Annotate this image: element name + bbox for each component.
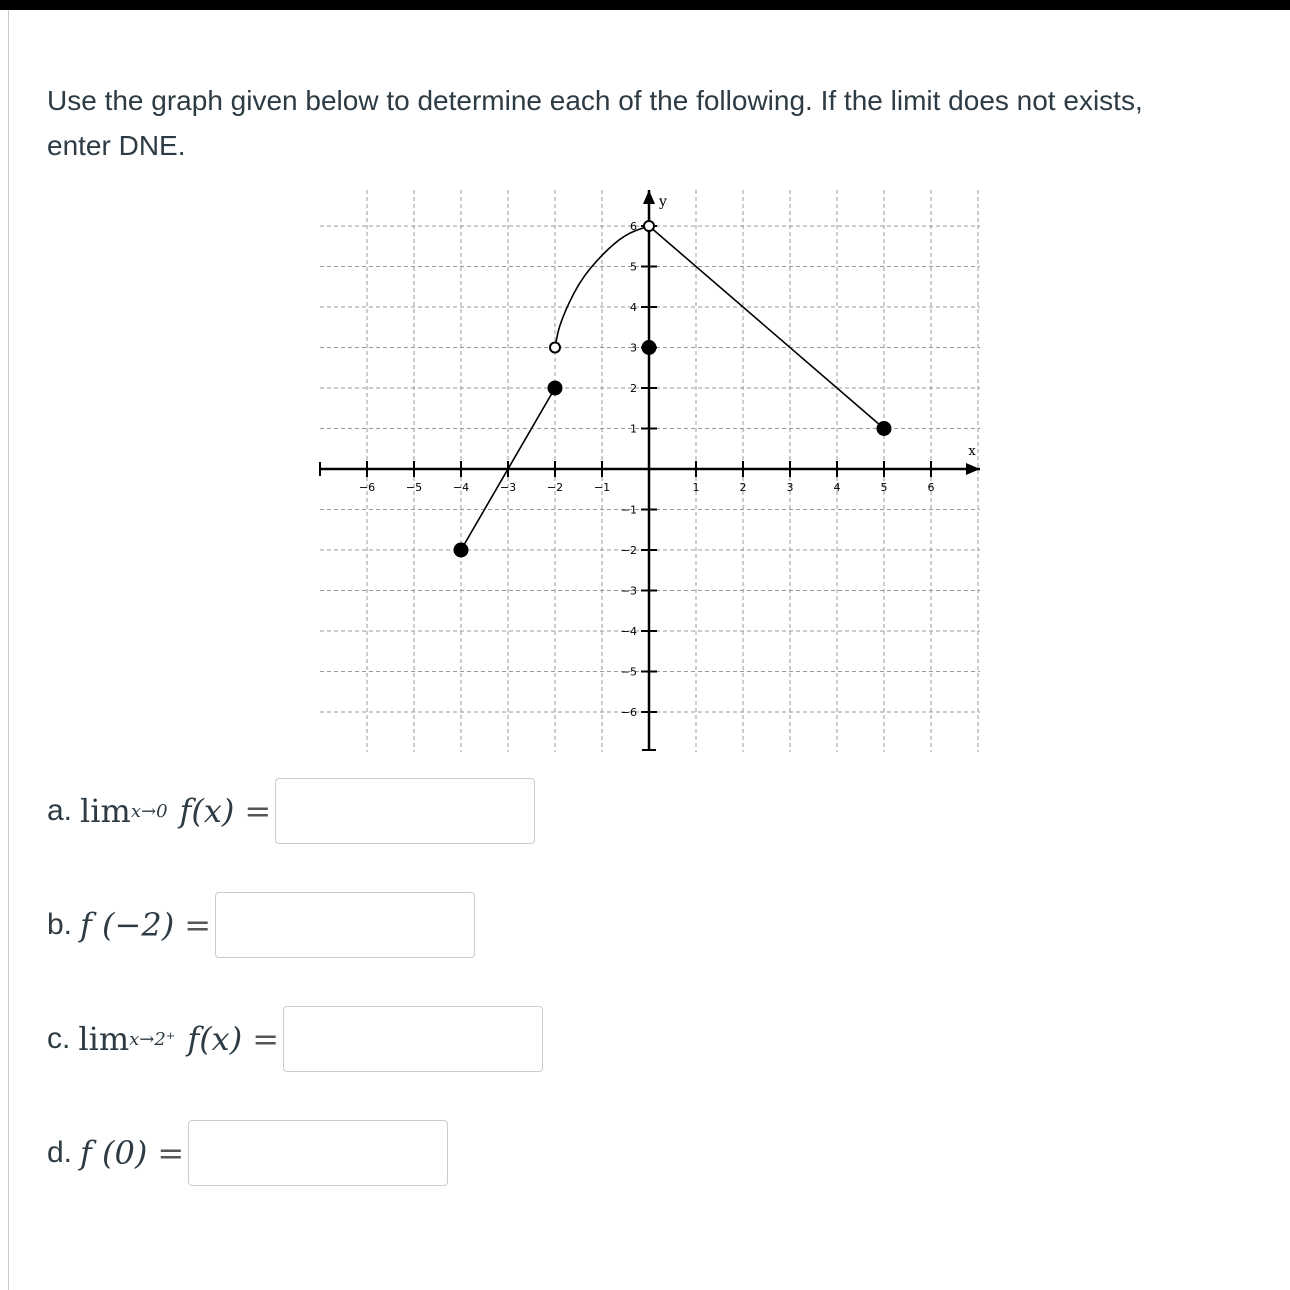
y-tick-label: −3	[620, 584, 637, 598]
x-tick-label: −4	[452, 481, 470, 494]
question-c-subscript: x→2⁺	[129, 1028, 176, 1050]
y-tick-label: −4	[620, 625, 637, 638]
y-tick-label: 5	[630, 260, 637, 274]
closed-point	[549, 382, 562, 395]
y-tick-label: −1	[620, 503, 637, 517]
x-tick-label: 2	[739, 481, 747, 494]
graph-curve-middle	[555, 226, 649, 348]
question-b-label: b.	[47, 908, 73, 941]
x-tick-label: −6	[358, 481, 376, 494]
open-point	[644, 221, 654, 231]
y-axis-label: y	[659, 194, 667, 210]
question-prompt	[47, 78, 1257, 168]
x-tick-label: 5	[880, 481, 888, 494]
question-c-lim: lim	[78, 1020, 130, 1058]
question-b-expr: f (−2)	[80, 906, 175, 944]
question-c-fx: f(x)	[187, 1020, 243, 1058]
question-d-label: d.	[47, 1136, 73, 1169]
closed-point	[643, 341, 656, 354]
x-tick-label: 6	[927, 481, 935, 494]
question-b-equals: =	[184, 906, 211, 944]
answer-a-input[interactable]	[275, 778, 535, 844]
y-axis-arrow	[643, 190, 655, 204]
x-tick-label: −3	[499, 481, 517, 494]
top-border	[0, 0, 1290, 10]
question-d-expr: f (0)	[80, 1134, 148, 1172]
question-a-subscript: x→0	[130, 800, 168, 822]
closed-point	[878, 422, 891, 435]
x-tick-label: −2	[546, 481, 564, 494]
y-tick-label: 6	[630, 220, 637, 233]
question-a	[47, 776, 535, 846]
prompt-line-2: enter DNE.	[47, 130, 186, 161]
question-a-lim: lim	[80, 792, 131, 830]
y-tick-label: −6	[620, 706, 637, 719]
graph-segment-right	[649, 226, 884, 429]
question-b	[47, 890, 475, 960]
left-rule	[8, 10, 9, 1290]
answer-b-input[interactable]	[215, 892, 475, 958]
x-tick-label: 4	[833, 481, 841, 494]
question-c-equals: =	[252, 1020, 280, 1058]
closed-point	[455, 544, 468, 557]
x-tick-label: 1	[692, 481, 700, 494]
question-d-equals: =	[157, 1134, 185, 1172]
y-tick-label: −5	[620, 665, 637, 679]
y-tick-label: 3	[630, 341, 637, 355]
question-c-label: c.	[47, 1022, 71, 1055]
open-point	[550, 343, 560, 353]
question-c	[47, 1004, 543, 1074]
question-a-fx: f(x)	[179, 792, 235, 830]
function-graph	[300, 180, 990, 760]
x-tick-label: 3	[786, 481, 794, 494]
y-tick-label: 1	[630, 422, 637, 436]
y-tick-label: −2	[620, 544, 637, 557]
prompt-line-1: Use the graph given below to determine each of the following. If the limit does not exists,	[47, 85, 1143, 116]
answer-d-input[interactable]	[188, 1120, 448, 1186]
x-tick-label: −5	[405, 481, 423, 494]
y-tick-label: 2	[630, 382, 637, 395]
answer-c-input[interactable]	[283, 1006, 543, 1072]
question-d	[47, 1118, 448, 1188]
x-tick-label: −1	[593, 481, 611, 494]
question-a-equals: =	[244, 792, 272, 830]
question-a-label: a.	[47, 794, 73, 827]
y-tick-label: 4	[630, 301, 637, 314]
x-axis-label: x	[968, 444, 976, 459]
